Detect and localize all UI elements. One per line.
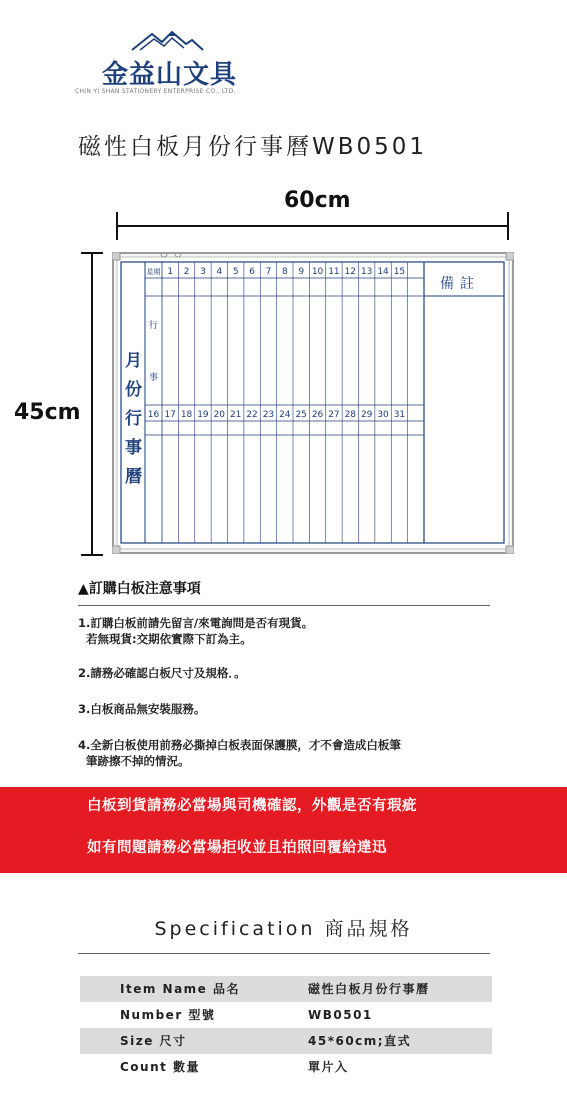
header-cell-weekday: 星期 xyxy=(146,268,161,276)
notice-item-4 xyxy=(78,737,401,769)
notice-item-2 xyxy=(78,665,246,681)
day-number-top: 7 xyxy=(265,267,272,277)
day-number-bottom: 21 xyxy=(229,410,242,420)
day-number-top: 1 xyxy=(167,267,174,277)
day-number-bottom: 19 xyxy=(197,410,209,420)
notice-item-line: 4.全新白板使用前務必撕掉白板表面保護膜，才不會造成白板筆 xyxy=(78,738,401,752)
warning-banner xyxy=(0,787,567,873)
notice-heading: ▲訂購白板注意事項 xyxy=(78,581,201,597)
notice-item-line: 筆跡擦不掉的情況。 xyxy=(78,754,190,768)
board-vertical-title: 月份行事曆 xyxy=(125,351,142,487)
whiteboard-illustration xyxy=(112,252,514,554)
day-number-top: 9 xyxy=(298,267,305,277)
whiteboard-grid xyxy=(112,252,514,554)
day-number-top: 4 xyxy=(216,267,223,277)
height-dimension-label: 45cm xyxy=(14,400,81,425)
spec-row xyxy=(80,1002,492,1028)
day-number-top: 10 xyxy=(311,267,324,277)
day-number-bottom: 23 xyxy=(262,410,275,420)
spec-key: Size 尺寸 xyxy=(120,1034,187,1048)
spec-value: 45*60cm;直式 xyxy=(308,1034,412,1048)
day-number-bottom: 28 xyxy=(344,410,357,420)
day-number-top: 14 xyxy=(377,267,389,277)
spec-value: WB0501 xyxy=(308,1008,373,1022)
spec-key: Count 數量 xyxy=(120,1060,201,1074)
frame-corner-cap xyxy=(506,252,514,260)
board-surface xyxy=(117,257,509,549)
day-number-bottom: 31 xyxy=(393,410,406,420)
frame-corner-cap xyxy=(112,546,120,554)
day-number-bottom: 22 xyxy=(246,410,258,420)
brand-name-en: CHIN YI SHAN STATIONERY ENTERPRISE CO., LTD. xyxy=(75,88,236,95)
width-dimension-line xyxy=(116,225,509,227)
width-dimension-tick-left xyxy=(116,212,118,240)
spec-row xyxy=(80,1028,492,1054)
notice-item-3 xyxy=(78,701,205,717)
header-cell-matter: 事 xyxy=(148,373,159,383)
day-number-top: 3 xyxy=(200,267,206,277)
width-dimension-tick-right xyxy=(507,212,509,240)
notice-item-line: 3.白板商品無安裝服務。 xyxy=(78,702,206,716)
day-number-bottom: 30 xyxy=(377,410,389,420)
day-number-bottom: 29 xyxy=(360,410,373,420)
height-dimension-tick-bottom xyxy=(81,554,103,556)
spec-title: Specification 商品規格 xyxy=(154,918,413,940)
day-number-top: 2 xyxy=(183,267,190,277)
spec-value: 單片入 xyxy=(308,1060,349,1074)
day-number-bottom: 16 xyxy=(147,410,160,420)
day-number-bottom: 26 xyxy=(311,410,324,420)
day-number-bottom: 25 xyxy=(295,410,307,420)
spec-key: Item Name 品名 xyxy=(120,982,240,996)
spec-table xyxy=(80,976,492,1080)
spec-row xyxy=(80,1054,492,1080)
brand-name-cn: 金益山文具 xyxy=(102,60,238,90)
frame-corner-cap xyxy=(112,252,120,260)
spec-row xyxy=(80,976,492,1002)
spec-divider xyxy=(78,953,490,954)
day-number-bottom: 20 xyxy=(213,410,226,420)
day-number-top: 13 xyxy=(360,267,373,277)
day-number-top: 8 xyxy=(281,267,288,277)
product-title: 磁性白板月份行事曆WB0501 xyxy=(78,134,428,160)
day-number-top: 6 xyxy=(249,267,255,277)
board-remark-label: 備註 xyxy=(440,276,480,292)
header-cell-activity: 行 xyxy=(148,321,159,331)
spec-key: Number 型號 xyxy=(120,1008,216,1022)
notice-divider xyxy=(78,605,490,606)
day-number-bottom: 27 xyxy=(328,410,340,420)
notice-item-1 xyxy=(78,615,313,647)
height-dimension-line xyxy=(91,252,93,556)
notice-item-line: 2.請務必確認白板尺寸及規格．。 xyxy=(78,666,246,680)
banner-line-2: 如有問題請務必當場拒收並且拍照回覆給達迅 xyxy=(87,840,387,856)
banner-line-1: 白板到貨請務必當場與司機確認，外觀是否有瑕疵 xyxy=(87,798,417,814)
day-number-top: 15 xyxy=(393,267,406,277)
day-number-bottom: 18 xyxy=(180,410,193,420)
notice-item-line: 若無現貨:交期依實際下訂為主。 xyxy=(78,632,252,646)
day-number-bottom: 17 xyxy=(164,410,176,420)
day-number-top: 5 xyxy=(232,267,239,277)
frame-corner-cap xyxy=(506,546,514,554)
mountain-logo-icon xyxy=(130,30,205,52)
day-number-bottom: 24 xyxy=(279,410,291,420)
spec-value: 磁性白板月份行事曆 xyxy=(308,982,430,996)
brand-logo xyxy=(75,30,265,100)
day-number-top: 12 xyxy=(344,267,357,277)
width-dimension-label: 60cm xyxy=(284,188,351,213)
notice-item-line: 1.訂購白板前請先留言/來電詢問是否有現貨。 xyxy=(78,616,314,630)
height-dimension-tick-top xyxy=(81,252,103,254)
day-number-top: 11 xyxy=(328,267,340,277)
